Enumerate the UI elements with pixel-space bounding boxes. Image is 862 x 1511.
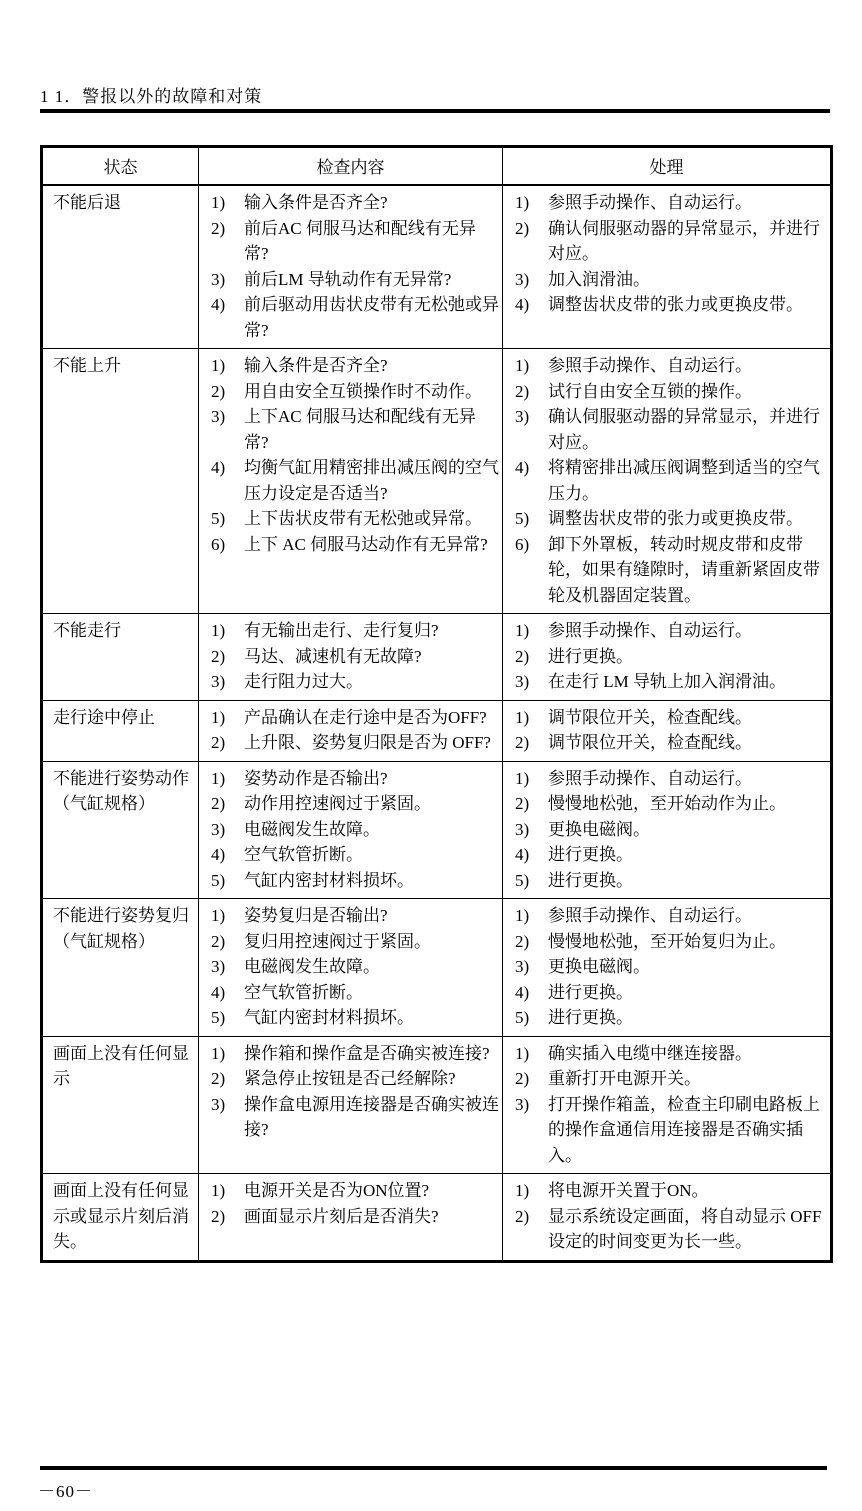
item-number: 5) (211, 1008, 226, 1027)
item-text: 调节限位开关，检查配线。 (548, 707, 752, 727)
item-number: 2) (515, 381, 530, 401)
item-number: 1) (515, 707, 530, 727)
item-number: 1) (515, 1043, 530, 1063)
item-text: 上下齿状皮带有无松弛或异常。 (244, 509, 482, 528)
list-item (211, 730, 500, 756)
item-text: 在走行 LM 导轨上加入润滑油。 (548, 672, 786, 691)
item-text: 进行更换。 (548, 646, 633, 666)
col-header-status: 状态 (42, 147, 199, 186)
check-cell (199, 1036, 503, 1174)
list-item (515, 903, 828, 929)
item-number: 3) (211, 957, 226, 976)
item-text: 姿势复归是否输出? (244, 906, 388, 925)
list-item (515, 1041, 828, 1067)
list-item (211, 705, 500, 731)
item-number: 1) (515, 193, 530, 212)
item-text: 参照手动操作、自动运行。 (548, 621, 752, 640)
list-item (211, 216, 500, 267)
item-text: 马达、减速机有无故障? (244, 646, 422, 666)
action-cell (503, 700, 832, 761)
item-number: 2) (211, 381, 226, 401)
action-cell (503, 899, 832, 1037)
item-text: 前后AC 伺服马达和配线有无异常? (244, 218, 476, 263)
item-text: 复归用控速阀过于紧固。 (244, 931, 431, 951)
item-number: 1) (515, 768, 530, 788)
check-cell (199, 185, 503, 349)
item-number: 3) (515, 1094, 530, 1114)
item-text: 上升限、姿势复归限是否为 OFF? (244, 733, 491, 752)
status-cell: 走行途中停止 (42, 700, 199, 761)
item-number: 3) (515, 269, 530, 289)
item-number: 2) (515, 1206, 530, 1226)
status-cell: 画面上没有任何显示 (42, 1036, 199, 1174)
item-number: 1) (515, 906, 530, 925)
item-number: 4) (211, 845, 226, 864)
action-cell (503, 185, 832, 349)
item-text: 气缸内密封材料损坏。 (244, 1008, 414, 1027)
list-item (515, 1066, 828, 1092)
list-item (211, 379, 500, 405)
list-item (515, 618, 828, 644)
list-item (211, 817, 500, 843)
item-number: 3) (515, 819, 530, 839)
list-item (515, 817, 828, 843)
list-item (515, 404, 828, 455)
list-item (515, 216, 828, 267)
header-row (42, 147, 832, 186)
item-number: 1) (515, 621, 530, 640)
item-text: 前后驱动用齿状皮带有无松弛或异常? (244, 295, 499, 340)
item-number: 4) (515, 295, 530, 314)
list-item (515, 267, 828, 293)
item-text: 参照手动操作、自动运行。 (548, 356, 752, 375)
item-number: 2) (515, 646, 530, 666)
list-item (211, 644, 500, 670)
item-text: 将电源开关置于ON。 (548, 1181, 709, 1200)
item-text: 操作箱和操作盒是否确实被连接? (244, 1043, 490, 1063)
list-item (515, 705, 828, 731)
action-cell (503, 1174, 832, 1262)
item-text: 电源开关是否为ON位置? (244, 1181, 430, 1200)
list-item (211, 954, 500, 980)
item-number: 5) (211, 870, 226, 890)
item-number: 5) (211, 509, 226, 528)
list-item (211, 669, 500, 695)
list-item (515, 292, 828, 318)
list-item (211, 190, 500, 216)
item-number: 3) (211, 1094, 226, 1114)
status-cell: 不能进行姿势复归（气缸规格） (42, 899, 199, 1037)
item-text: 上下 AC 伺服马达动作有无异常? (244, 534, 488, 554)
item-text: 气缸内密封材料损坏。 (244, 870, 414, 890)
list-item (515, 379, 828, 405)
item-number: 2) (211, 794, 226, 813)
check-cell (199, 899, 503, 1037)
item-number: 1) (211, 906, 226, 925)
item-text: 走行阻力过大。 (244, 672, 363, 691)
item-text: 调整齿状皮带的张力或更换皮带。 (548, 509, 803, 528)
item-text: 重新打开电源开关。 (548, 1069, 701, 1088)
item-number: 4) (211, 458, 226, 477)
check-cell (199, 614, 503, 701)
item-number: 1) (515, 1181, 530, 1200)
item-text: 确实插入电缆中继连接器。 (548, 1043, 752, 1063)
item-number: 2) (515, 1069, 530, 1088)
item-number: 1) (211, 1043, 226, 1063)
list-item (211, 766, 500, 792)
list-item (211, 404, 500, 455)
item-text: 输入条件是否齐全? (244, 193, 388, 212)
item-text: 参照手动操作、自动运行。 (548, 193, 752, 212)
item-text: 上下AC 伺服马达和配线有无异常? (244, 407, 476, 452)
item-text: 试行自由安全互锁的操作。 (548, 381, 752, 401)
status-cell: 不能上升 (42, 349, 199, 614)
list-item (515, 669, 828, 695)
item-text: 画面显示片刻后是否消失? (244, 1206, 439, 1226)
list-item (515, 980, 828, 1006)
check-cell (199, 761, 503, 899)
item-text: 用自由安全互锁操作时不动作。 (244, 381, 482, 401)
status-cell: 画面上没有任何显示或显示片刻后消失。 (42, 1174, 199, 1262)
item-text: 电磁阀发生故障。 (244, 957, 380, 976)
list-item (211, 903, 500, 929)
item-number: 2) (211, 1069, 226, 1088)
check-cell (199, 1174, 503, 1262)
item-text: 前后LM 导轨动作有无异常? (244, 269, 452, 289)
item-number: 3) (515, 672, 530, 691)
item-text: 空气软管折断。 (244, 845, 363, 864)
col-header-action: 处理 (503, 147, 832, 186)
list-item (211, 929, 500, 955)
list-item (515, 644, 828, 670)
item-text: 确认伺服驱动器的异常显示，并进行对应。 (548, 218, 820, 263)
item-number: 4) (211, 295, 226, 314)
table-row (42, 899, 832, 1037)
item-text: 慢慢地松弛，至开始复归为止。 (548, 931, 786, 951)
list-item (515, 455, 828, 506)
item-number: 1) (515, 356, 530, 375)
list-item (211, 980, 500, 1006)
action-cell (503, 614, 832, 701)
check-cell (199, 349, 503, 614)
item-text: 打开操作箱盖，检查主印刷电路板上的操作盒通信用连接器是否确实插入。 (548, 1094, 820, 1165)
list-item (211, 1092, 500, 1143)
item-text: 产品确认在走行途中是否为OFF? (244, 707, 487, 727)
item-text: 调节限位开关，检查配线。 (548, 733, 752, 752)
list-item (211, 267, 500, 293)
list-item (515, 1204, 828, 1255)
list-item (211, 1204, 500, 1230)
item-text: 参照手动操作、自动运行。 (548, 768, 752, 788)
item-number: 4) (211, 982, 226, 1002)
action-cell (503, 349, 832, 614)
item-number: 3) (211, 407, 226, 426)
action-cell (503, 1036, 832, 1174)
item-text: 加入润滑油。 (548, 269, 650, 289)
item-text: 姿势动作是否输出? (244, 768, 388, 788)
item-text: 动作用控速阀过于紧固。 (244, 794, 431, 813)
status-cell: 不能后退 (42, 185, 199, 349)
list-item (515, 868, 828, 894)
status-cell: 不能走行 (42, 614, 199, 701)
section-heading: 1 1．警报以外的故障和对策 (40, 87, 263, 106)
check-cell (199, 700, 503, 761)
item-number: 3) (211, 672, 226, 691)
item-text: 进行更换。 (548, 845, 633, 864)
page-number: －60－ (38, 1482, 93, 1501)
list-item (211, 1041, 500, 1067)
item-text: 紧急停止按钮是否己经解除? (244, 1069, 456, 1088)
action-cell (503, 761, 832, 899)
item-text: 空气软管折断。 (244, 982, 363, 1002)
list-item (515, 791, 828, 817)
item-number: 2) (211, 218, 226, 238)
table-row (42, 614, 832, 701)
item-number: 2) (211, 1206, 226, 1226)
list-item (211, 842, 500, 868)
item-number: 1) (211, 768, 226, 788)
item-text: 将精密排出减压阀调整到适当的空气压力。 (548, 458, 820, 503)
list-item (211, 618, 500, 644)
list-item (211, 353, 500, 379)
item-text: 操作盒电源用连接器是否确实被连接? (244, 1094, 499, 1139)
list-item (211, 1066, 500, 1092)
item-number: 6) (211, 534, 226, 554)
item-number: 2) (515, 733, 530, 752)
list-item (515, 190, 828, 216)
list-item (515, 506, 828, 532)
col-header-check: 检查内容 (199, 147, 503, 186)
troubleshooting-table (40, 145, 833, 1263)
list-item (211, 1005, 500, 1031)
list-item (211, 506, 500, 532)
list-item (515, 532, 828, 609)
list-item (211, 868, 500, 894)
table-row (42, 349, 832, 614)
table-body (42, 185, 832, 1261)
item-number: 2) (211, 646, 226, 666)
item-text: 参照手动操作、自动运行。 (548, 906, 752, 925)
item-text: 有无输出走行、走行复归? (244, 621, 439, 640)
item-number: 3) (515, 957, 530, 976)
item-number: 3) (211, 269, 226, 289)
item-number: 3) (515, 407, 530, 426)
item-number: 1) (211, 707, 226, 727)
list-item (211, 455, 500, 506)
list-item (211, 791, 500, 817)
item-text: 卸下外罩板，转动时规皮带和皮带轮，如果有缝隙时，请重新紧固皮带轮及机器固定装置。 (548, 534, 820, 605)
item-text: 均衡气缸用精密排出减压阀的空气压力设定是否适当? (244, 458, 499, 503)
item-text: 更换电磁阀。 (548, 957, 650, 976)
table-row (42, 1174, 832, 1262)
list-item (211, 1178, 500, 1204)
item-text: 进行更换。 (548, 870, 633, 890)
heading-rule (40, 109, 830, 113)
list-item (515, 842, 828, 868)
item-number: 2) (211, 931, 226, 951)
table-row (42, 1036, 832, 1174)
item-text: 调整齿状皮带的张力或更换皮带。 (548, 295, 803, 314)
table-row (42, 700, 832, 761)
item-number: 1) (211, 621, 226, 640)
item-number: 4) (515, 845, 530, 864)
item-number: 1) (211, 1181, 226, 1200)
list-item (515, 1005, 828, 1031)
item-number: 6) (515, 534, 530, 554)
list-item (211, 532, 500, 558)
table-row (42, 185, 832, 349)
item-text: 确认伺服驱动器的异常显示，并进行对应。 (548, 407, 820, 452)
footer-rule (40, 1466, 827, 1470)
status-cell: 不能进行姿势动作（气缸规格） (42, 761, 199, 899)
item-number: 1) (211, 356, 226, 375)
item-text: 进行更换。 (548, 1008, 633, 1027)
item-number: 5) (515, 870, 530, 890)
list-item (515, 1092, 828, 1169)
item-number: 4) (515, 458, 530, 477)
list-item (515, 1178, 828, 1204)
list-item (211, 292, 500, 343)
list-item (515, 353, 828, 379)
item-number: 2) (515, 218, 530, 238)
item-number: 2) (211, 733, 226, 752)
item-number: 5) (515, 509, 530, 528)
item-text: 输入条件是否齐全? (244, 356, 388, 375)
item-number: 1) (211, 193, 226, 212)
list-item (515, 929, 828, 955)
item-number: 5) (515, 1008, 530, 1027)
item-number: 3) (211, 819, 226, 839)
item-number: 2) (515, 931, 530, 951)
table-row (42, 761, 832, 899)
item-number: 4) (515, 982, 530, 1002)
item-text: 进行更换。 (548, 982, 633, 1002)
list-item (515, 766, 828, 792)
item-text: 电磁阀发生故障。 (244, 819, 380, 839)
list-item (515, 730, 828, 756)
item-text: 更换电磁阀。 (548, 819, 650, 839)
item-number: 2) (515, 794, 530, 813)
item-text: 慢慢地松弛，至开始动作为止。 (548, 794, 786, 813)
item-text: 显示系统设定画面，将自动显示 OFF 设定的时间变更为长一些。 (548, 1206, 822, 1251)
list-item (515, 954, 828, 980)
